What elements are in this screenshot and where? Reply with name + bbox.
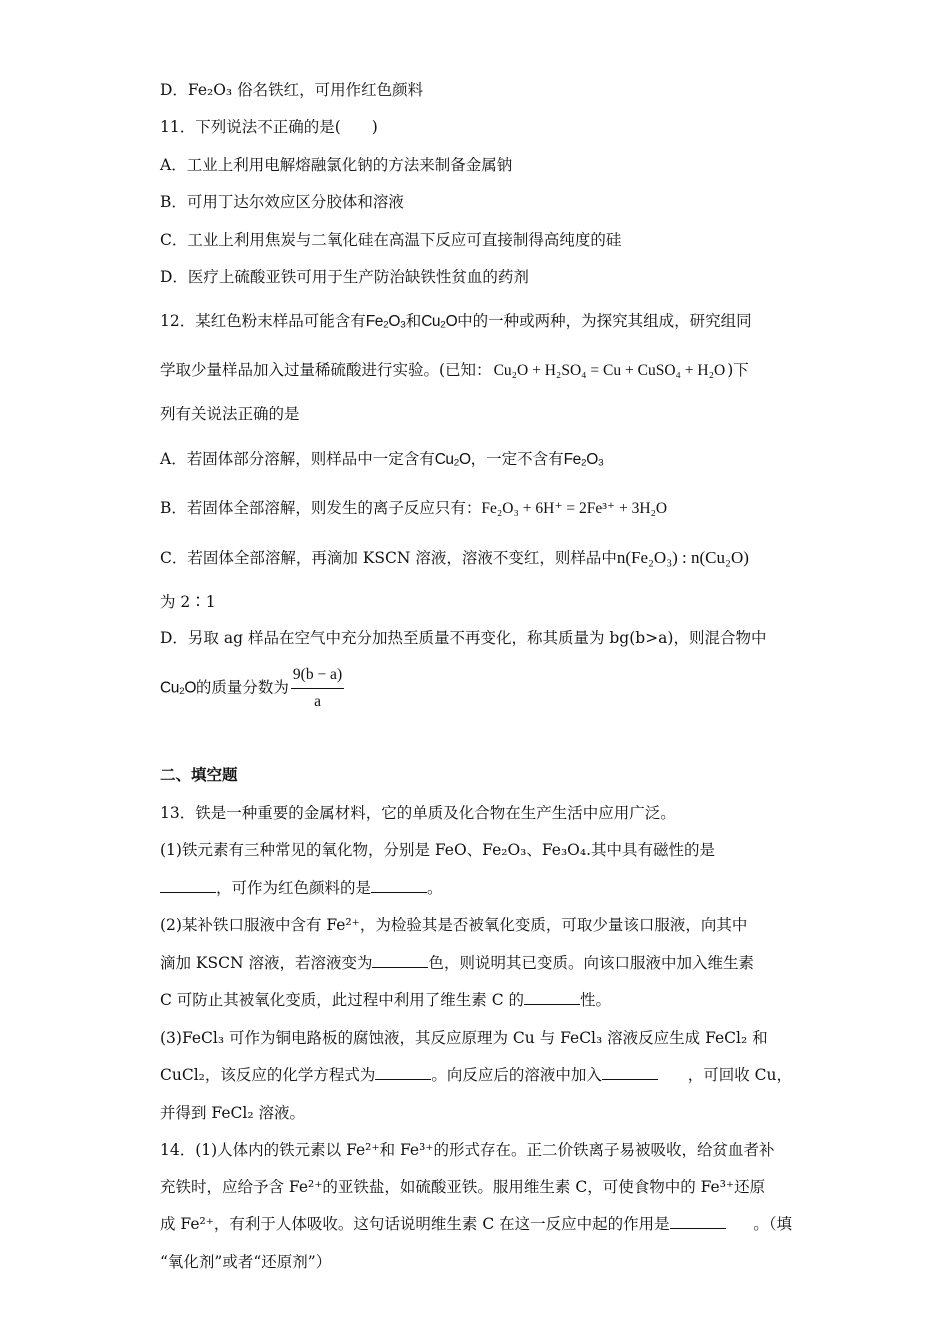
q12-fe2o3: Fe₂O₃ <box>365 313 406 330</box>
q14-line2: 充铁时，应给予含 Fe²⁺的亚铁盐，如硫酸亚铁。服用维生素 C，可使食物中的 Fe³⁺还原 <box>160 1178 766 1196</box>
q14-line3-end: 。（填 <box>753 1215 792 1233</box>
q13-part2-text4: 性。 <box>580 991 612 1009</box>
q13-stem: 13．铁是一种重要的金属材料，它的单质及化合物在生产生活中应用广泛。 <box>160 804 676 822</box>
answer-blank[interactable] <box>375 1065 431 1080</box>
q13-part3-line3: 并得到 FeCl₂ 溶液。 <box>160 1104 305 1122</box>
q12-mass-fraction <box>291 664 344 713</box>
answer-blank[interactable] <box>371 878 427 893</box>
q11-option-c: C．工业上利用焦炭与二氧化硅在高温下反应可直接制得高纯度的硅 <box>160 231 622 249</box>
section-title: 二、填空题 <box>160 765 238 784</box>
q12-given-equation: Cu₂O + H₂SO₄ = Cu + CuSO₄ + H₂O <box>493 362 726 379</box>
q13-part1-end: 。 <box>427 879 443 897</box>
q12-line2-a: 学取少量样品加入过量稀硫酸进行实验。(已知： <box>160 361 492 379</box>
q12-fraction-numerator: 9(b − a) <box>291 664 344 689</box>
q12-stem-line1 <box>160 311 752 332</box>
q13-part2-line1: (2)某补铁口服液中含有 Fe²⁺，为检验其是否被氧化变质，可取少量该口服液，向其中 <box>160 916 748 934</box>
q14-line3 <box>160 1214 792 1234</box>
q11-stem: 11．下列说法不正确的是( ) <box>160 118 378 136</box>
answer-blank[interactable] <box>602 1065 658 1080</box>
q12-option-a <box>160 449 604 470</box>
q13-part1-text: ，可作为红色颜料的是 <box>216 879 372 897</box>
q12-option-b-text: B．若固体全部溶解，则发生的离子反应只有： <box>160 499 482 517</box>
answer-blank[interactable] <box>524 990 580 1005</box>
q12-stem-line3: 列有关说法正确的是 <box>160 405 300 423</box>
answer-blank[interactable] <box>670 1214 726 1229</box>
q12-stem-b: 中的一种或两种，为探究其组成，研究组同 <box>457 312 752 330</box>
q13-part2-text3: C 可防止其被氧化变质，此过程中利用了维生素 C 的 <box>160 991 525 1009</box>
answer-blank[interactable] <box>160 878 216 893</box>
q14-line1: 14．(1)人体内的铁元素以 Fe²⁺和 Fe³⁺的形式存在。正二价铁离子易被吸收，给贫血者补 <box>160 1141 775 1159</box>
q13-part2-text1: 滴加 KSCN 溶液，若溶液变为 <box>160 954 373 972</box>
q13-part2-line2 <box>160 953 792 973</box>
answer-blank[interactable] <box>372 953 428 968</box>
q12-option-b-equation: Fe₂O₃ + 6H⁺ = 2Fe³⁺ + 3H₂O <box>481 500 668 517</box>
q13-part1-line1: (1)铁元素有三种常见的氧化物，分别是 FeO、Fe₂O₃、Fe₃O₄.其中具有磁性的是 <box>160 841 716 859</box>
q12-option-a-text: A．若固体部分溶解，则样品中一定含有 <box>160 450 435 468</box>
q12-stem-a: 12．某红色粉末样品可能含有 <box>160 312 366 330</box>
q13-part1-line2 <box>160 878 443 898</box>
q12-option-c-cont: 为 2∶1 <box>160 593 216 611</box>
q12-option-d: D．另取 ag 样品在空气中充分加热至质量不再变化，称其质量为 bg(b>a)，则混合物中 <box>160 629 767 647</box>
q13-part3-text1: CuCl₂，该反应的化学方程式为 <box>160 1066 376 1084</box>
q12-option-c <box>160 548 749 568</box>
q12-option-a-cu2o: Cu₂O <box>434 451 471 468</box>
q14-line3-text: 成 Fe²⁺，有利于人体吸收。这句话说明维生素 C 在这一反应中起的作用是 <box>160 1215 670 1233</box>
q12-fraction-denominator: a <box>314 693 321 710</box>
q12-option-a-text2: ，一定不含有 <box>470 450 564 468</box>
q12-option-d-cu2o: Cu₂O <box>160 679 196 697</box>
q10-option-d: D．Fe₂O₃ 俗名铁红，可用作红色颜料 <box>160 81 424 99</box>
q14-line4: “氧化剂”或者“还原剂”） <box>160 1253 332 1271</box>
q13-part3-line1: (3)FeCl₃ 可作为铜电路板的腐蚀液，其反应原理为 Cu 与 FeCl₃ 溶液反应生成 FeCl₂ 和 <box>160 1029 768 1047</box>
q13-part2-text2: 色，则说明其已变质。向该口服液中加入维生素 <box>428 954 754 972</box>
q13-part2-line3 <box>160 990 611 1010</box>
q12-option-d-cont <box>160 664 344 713</box>
q11-option-a: A．工业上利用电解熔融氯化钠的方法来制备金属钠 <box>160 156 513 174</box>
q11-option-b: B．可用丁达尔效应区分胶体和溶液 <box>160 193 404 211</box>
q12-option-c-text: C．若固体全部溶解，再滴加 KSCN 溶液，溶液不变红，则样品中 <box>160 549 617 567</box>
q12-stem-line2 <box>160 360 749 381</box>
q12-line2-b: )下 <box>727 361 749 379</box>
q13-part3-text3: ，可回收 Cu， <box>687 1066 792 1084</box>
q12-option-b <box>160 498 667 519</box>
q12-option-c-ratio: n(Fe₂O₃) : n(Cu₂O) <box>616 548 749 567</box>
q12-option-d-text: 的质量分数为 <box>195 678 289 697</box>
q13-part3-line2 <box>160 1065 792 1085</box>
q13-part3-text2: 。向反应后的溶液中加入 <box>431 1066 602 1084</box>
q12-and: 和 <box>405 312 422 330</box>
q11-option-d: D．医疗上硫酸亚铁可用于生产防治缺铁性贫血的药剂 <box>160 268 529 286</box>
q12-option-a-fe2o3: Fe₂O₃ <box>563 451 604 468</box>
q12-cu2o: Cu₂O <box>421 313 458 330</box>
